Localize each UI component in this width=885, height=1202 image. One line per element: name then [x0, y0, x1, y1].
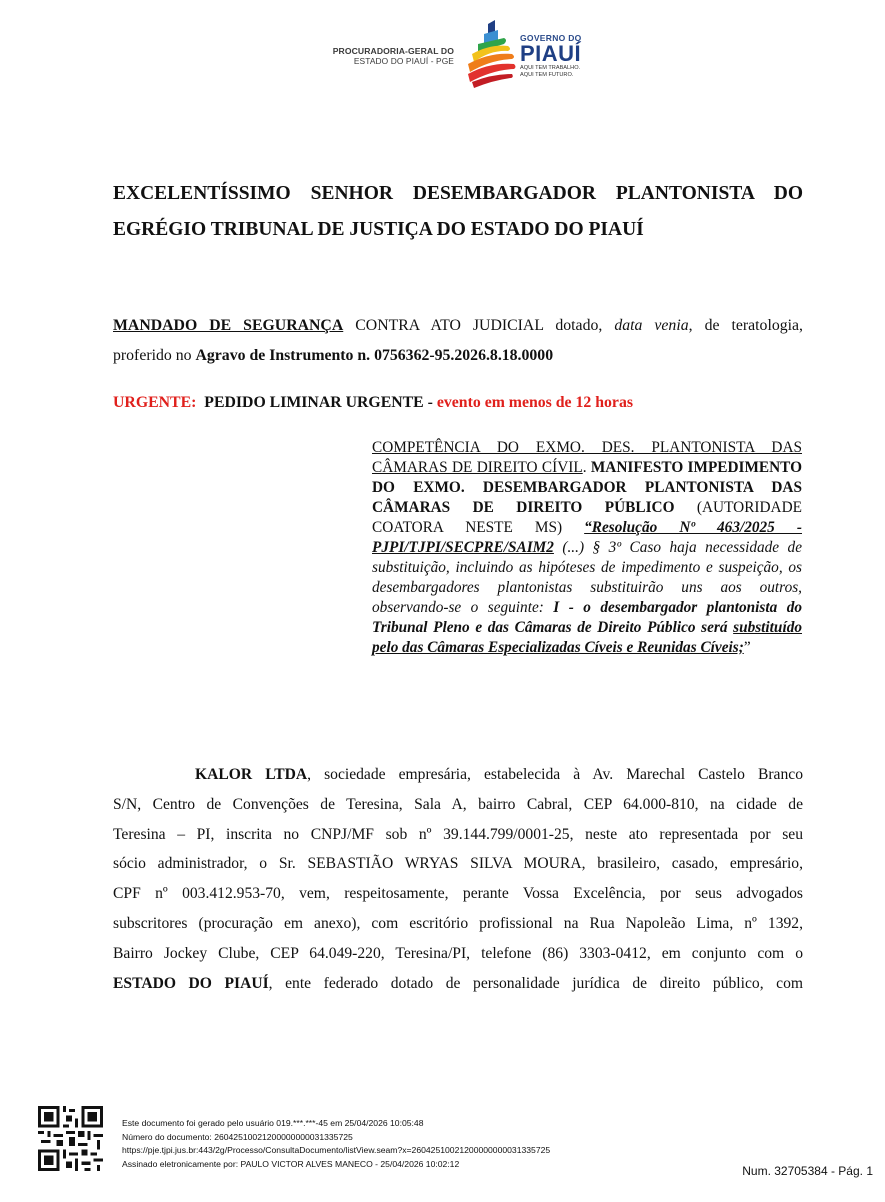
- quote-text1: .: [582, 459, 591, 476]
- gov-logo-line2: PIAUÍ: [520, 41, 582, 66]
- quote-underlined: COMPETÊNCIA DO EXMO. DES. PLANTONISTA DAS CÂMARAS DE DIREITO CÍVIL: [372, 439, 802, 476]
- quote-bold-italic: I - o desembargador plantonista do Tribunal Pleno e das Câmaras de Direito Público será: [372, 599, 802, 636]
- urgente-red-text: evento em menos de 12 horas: [436, 394, 633, 411]
- pge-logo: [322, 46, 454, 66]
- urgente-label: URGENTE:: [113, 394, 197, 411]
- competence-quote: [372, 438, 802, 658]
- pge-logo-line1: PROCURADORIA-GERAL DO: [332, 46, 454, 56]
- body-line5: CPF nº 003.412.953-70, vem, respeitosamente, perante Vossa Excelência, por seus advogados: [113, 885, 803, 903]
- quote-text2: (AUTORIDADE COATORA NESTE MS): [372, 499, 802, 536]
- mandado-heading: MANDADO DE SEGURANÇA: [113, 317, 344, 334]
- footer-doc-number: Número do documento: 26042510021200000000031335725: [122, 1131, 353, 1142]
- gov-logo-line3: AQUI TEM TRABALHO.: [520, 65, 581, 71]
- quote-resolucao: “Resolução Nº 463/2025 - PJPI/TJPI/SECPRE/SAIM2: [372, 519, 802, 556]
- urgente-line: [113, 388, 803, 418]
- gov-logo-line1: GOVERNO DO: [520, 33, 582, 43]
- qr-code-icon: [38, 1106, 103, 1171]
- governo-piaui-text: [520, 33, 582, 79]
- footer-signature: Assinado eletronicamente por: PAULO VICTOR ALVES MANECO - 25/04/2026 10:02:12: [122, 1158, 460, 1169]
- body-line1: [113, 760, 803, 790]
- title-line1: EXCELENTÍSSIMO SENHOR DESEMBARGADOR PLANTONISTA DO: [113, 183, 803, 204]
- quote-bold-italic-underlined: substituído pelo das Câmaras Especializadas Cíveis e Reunidas Cíveis;: [372, 619, 802, 656]
- mandado-text2: , de teratologia,: [688, 317, 803, 334]
- quote-bold: MANIFESTO IMPEDIMENTO DO EXMO. DESEMBARGADOR PLANTONISTA DAS CÂMARAS DE DIREITO PÚBLICO: [372, 459, 802, 516]
- mandado-paragraph: [113, 311, 803, 371]
- body-line1-text: , sociedade empresária, estabelecida à Av. Marechal Castelo Branco: [307, 766, 803, 783]
- page-number: Num. 32705384 - Pág. 1: [742, 1164, 873, 1178]
- mandado-italic: data venia: [614, 317, 689, 334]
- body-line6: subscritores (procuração em anexo), com escritório profissional na Rua Napoleão Lima, nº 1392,: [113, 914, 803, 932]
- footer-generated: Este documento foi gerado pelo usuário 019.***.***-45 em 25/04/2026 10:05:48: [122, 1118, 424, 1128]
- quote-italic: (...) § 3º Caso haja necessidade de substituição, incluindo as hipóteses de impedimento e suspeição, os desembargadores plantonistas substituirão uns aos outros, observando-se o seguinte:: [372, 539, 802, 616]
- body-line2: S/N, Centro de Convenções de Teresina, Sala A, bairro Cabral, CEP 64.000-810, na cidade de: [113, 795, 803, 813]
- pge-logo-line2: ESTADO DO PIAUÍ - PGE: [353, 56, 454, 66]
- document-footer: [122, 1117, 550, 1171]
- body-line8-text: , ente federado dotado de personalidade jurídica de direito público, com: [268, 974, 803, 992]
- body-line4: sócio administrador, o Sr. SEBASTIÃO WRYAS SILVA MOURA, brasileiro, casado, empresário,: [113, 855, 803, 873]
- footer-url[interactable]: https://pje.tjpi.jus.br:443/2g/Processo/ConsultaDocumento/listView.seam?x=26042510021200000000031335725: [122, 1145, 551, 1155]
- gov-logo-line4: AQUI TEM FUTURO.: [520, 72, 574, 78]
- body-line7: Bairro Jockey Clube, CEP 64.049-220, Teresina/PI, telefone (86) 3303-0412, em conjunto com o: [113, 944, 803, 962]
- body-line8: [113, 969, 803, 999]
- urgente-text: PEDIDO LIMINAR URGENTE -: [196, 394, 437, 411]
- party-name: KALOR LTDA: [195, 766, 308, 783]
- mandado-text1: CONTRA ATO JUDICIAL dotado,: [343, 317, 615, 334]
- governo-piaui-logo-icon: [464, 20, 518, 90]
- body-paragraph: [113, 760, 803, 998]
- estado-name: ESTADO DO PIAUÍ: [113, 974, 269, 992]
- title-line2: EGRÉGIO TRIBUNAL DE JUSTIÇA DO ESTADO DO PIAUÍ: [113, 219, 644, 240]
- processo-number: Agravo de Instrumento n. 0756362-95.2026.8.18.0000: [195, 347, 554, 364]
- mandado-line2a: proferido no: [113, 347, 196, 364]
- quote-close: ”: [743, 639, 751, 656]
- document-title: [113, 176, 803, 248]
- body-line3: Teresina – PI, inscrita no CNPJ/MF sob nº 39.144.799/0001-25, neste ato representada por seu: [113, 825, 803, 843]
